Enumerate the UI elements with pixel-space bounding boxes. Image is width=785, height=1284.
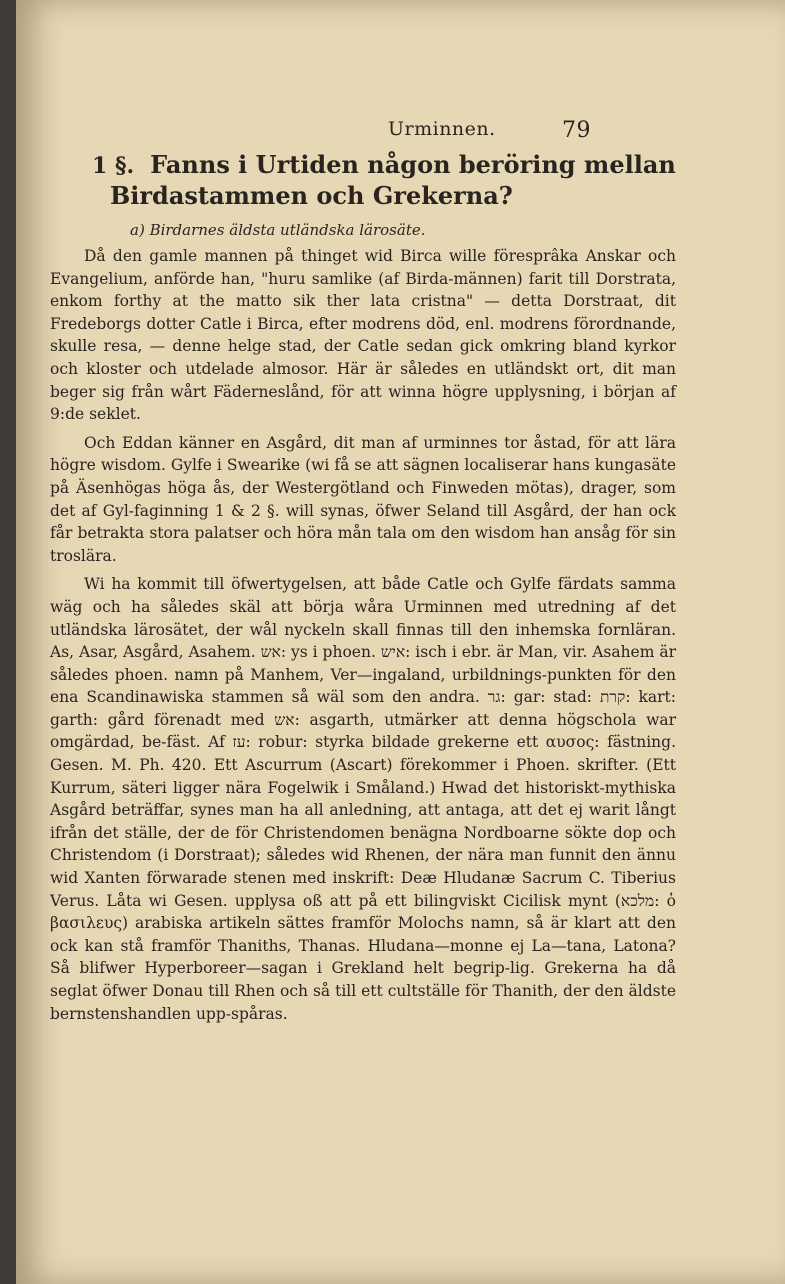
section-number: 1 §. (92, 153, 135, 179)
paragraph-3: Wi ha kommit till öfwertygelsen, att både Catle och Gylfe färdats samma wäg och ha således skäl att börja wåra Urminnen med utredning af det utländska lärosätet, der wål nyckeln skall finnas till den inhemska fornläran. As, Asar, Asgård, Asahem. אש: ys i phoen. איש: isch i ebr. är Man, vir. Asahem är således phoen. namn på Manhem, Ver—ingaland, urbildnings-punkten för den ena Scandinawiska stammen så wäl som den andra. גר: gar: stad: קרת: kart: garth: gård förenadt med אש: asgarth, utmärker att denna högschola war omgärdad, be-fäst. Af עז: robur: styrka bildade grekerne ett αυσος: fästning. Gesen. M. Ph. 420. Ett Ascurrum (Ascart) förekommer i Phoen. skrifter. (Ett Kurrum, säteri ligger nära Fogelwik i Småland.) Hwad det historiskt-mythiska Asgård beträffar, synes man ha all anledning, att antaga, att det ej warit långt ifrån det ställe, der de för Christendomen benägna Nordboarne sökte dop och Christendom (i Dorstraat); således wid Rhenen, der nära man funnit den ännu wid Xanten förwarade stenen med inskrift: Deæ Hludanæ Sacrum C. Tiberius Verus. Låta wi Gesen. upplysa oß att på ett bilingviskt Cicilisk mynt (מלכא: ὁ βασιλευς) arabiska artikeln sättes framför Molochs namn, så är klart att den ock kan stå framför Thaniths, Thanas. Hludana—monne ej La—tana, Latona? Så blifwer Hyperboreer—sagan i Grekland helt begrip-lig. Grekerna ha då seglat öfwer Donau till Rhen och så till ett cultställe för Thanith, der den äldste bernstenshandlen upp-spåras. (50, 575, 677, 1023)
page-number: 79 (562, 118, 591, 143)
paragraph-2: Och Eddan känner en Asgård, dit man af urminnes tor åstad, för att lära högre wisdom. Gylfe i Swearike (wi få se att sägnen localiserar hans kungasäte på Äsenhögas höga ås, der Westergötland och Finweden mötas), drager, som det af Gyl-faginning 1 & 2 §. will synas, öfwer Seland till Asgård, der han ock får betrakta stora palatser och höra mån tala om den wisdom han ansåg för sin troslära. (50, 433, 676, 565)
section-subtitle: a) Birdarnes äldsta utländska lärosäte. (130, 221, 426, 239)
book-page (16, 0, 785, 1284)
running-head: Urminnen. (388, 118, 496, 140)
section-title: Fanns i Urtiden någon beröring mellan Birdastammen och Grekerna? (110, 150, 676, 210)
paragraph-1: Då den gamle mannen på thinget wid Birca wille föresprâka Anskar och Evangelium, anförde han, "huru samlike (af Birda-männen) farit till Dorstrata, enkom forthy at the matto sik ther lata cristna" — detta Dorstraat, dit Fredeborgs dotter Catle i Birca, efter modrens död, enl. modrens förordnande, skulle resa, — denne helge stad, der Catle sedan gick omkring bland kyrkor och kloster och utdelade almosor. Här är således en utländskt ort, dit man beger sig från wårt Fäderneslånd, för att winna högre upplysning, i början af 9:de seklet. (50, 247, 676, 424)
section-heading (50, 150, 676, 211)
page-content (50, 150, 676, 1025)
